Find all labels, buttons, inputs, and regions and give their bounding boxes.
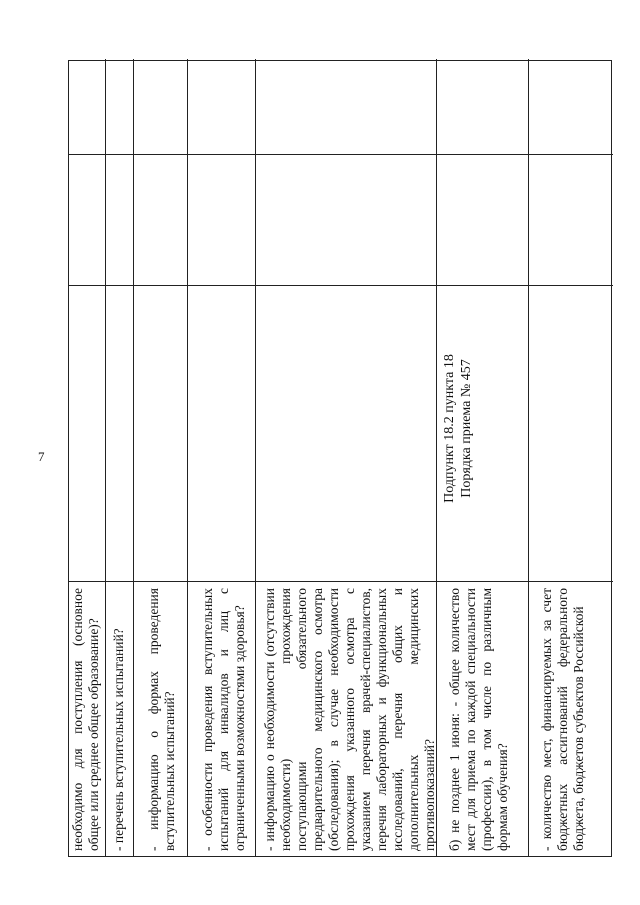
empty-cell: [529, 154, 613, 285]
table-row: [134, 59, 188, 856]
requirement-cell: [188, 581, 255, 856]
requirement-text: б) не позднее 1 июня: - общее количество мест для приема по каждой специальности (профессии), в том числе по различным формам обучения?: [447, 588, 510, 851]
empty-cell: [69, 59, 105, 154]
table-row: [256, 59, 437, 856]
table-row: [106, 59, 134, 856]
reference-text: [256, 286, 260, 581]
reference-text: Подпункт 18.2 пункта 18 Порядка приема № 457: [442, 354, 474, 503]
rotated-table-sheet: [68, 60, 612, 857]
empty-cell: [256, 59, 436, 154]
reference-cell: [188, 285, 255, 581]
requirement-text: - информацию о необходимости (отсутствии необходимости) прохождения поступающими обязательного предварительного медицинского осмотра (обследования); в случае необходимости прохождения указанного осмотра с указанием перечня врачей-специалистов, перечня лабораторных и функциональных исследований, перечня общих и дополнительных медицинских противопоказаний?: [262, 588, 437, 851]
table-row: [437, 59, 529, 856]
reference-text: [134, 286, 138, 581]
reference-cell: [69, 285, 105, 581]
requirement-cell: [529, 581, 613, 856]
requirement-text: необходимо для поступления (основное общее или среднее общее образование)?: [70, 588, 101, 851]
reference-text: [69, 286, 73, 581]
reference-text: [529, 286, 533, 581]
requirement-cell: [69, 581, 105, 856]
reference-cell: [256, 285, 436, 581]
admission-requirements-table: [68, 60, 612, 857]
empty-cell: [188, 154, 255, 285]
requirement-cell: [256, 581, 436, 856]
requirement-cell: [106, 581, 133, 856]
requirement-text: - количество мест, финансируемых за счет бюджетных ассигнований федерального бюджета, бюджетов субъектов Российской: [539, 588, 586, 851]
table-rotation-frame: [68, 60, 612, 857]
empty-cell: [69, 154, 105, 285]
requirement-text: - информацию о формах проведения вступительных испытаний?: [146, 588, 177, 851]
empty-cell: [437, 154, 528, 285]
empty-cell: [134, 154, 187, 285]
table-row: [69, 59, 106, 856]
requirement-text: - перечень вступительных испытаний?: [111, 628, 126, 851]
reference-cell: [437, 285, 528, 581]
empty-cell: [529, 59, 613, 154]
reference-text: [106, 286, 110, 581]
empty-cell: [437, 59, 528, 154]
empty-cell: [256, 154, 436, 285]
page-number: 7: [38, 449, 45, 464]
table-row: [188, 59, 256, 856]
empty-cell: [106, 59, 133, 154]
empty-cell: [134, 59, 187, 154]
requirement-text: - особенности проведения вступительных испытаний для инвалидов и лиц с ограниченными возможностями здоровья?: [200, 588, 247, 851]
empty-cell: [106, 154, 133, 285]
empty-cell: [188, 59, 255, 154]
requirement-cell: [134, 581, 187, 856]
table-row: [529, 59, 613, 856]
requirement-cell: [437, 581, 528, 856]
reference-cell: [529, 285, 613, 581]
reference-cell: [106, 285, 133, 581]
reference-text: [188, 286, 192, 581]
reference-cell: [134, 285, 187, 581]
